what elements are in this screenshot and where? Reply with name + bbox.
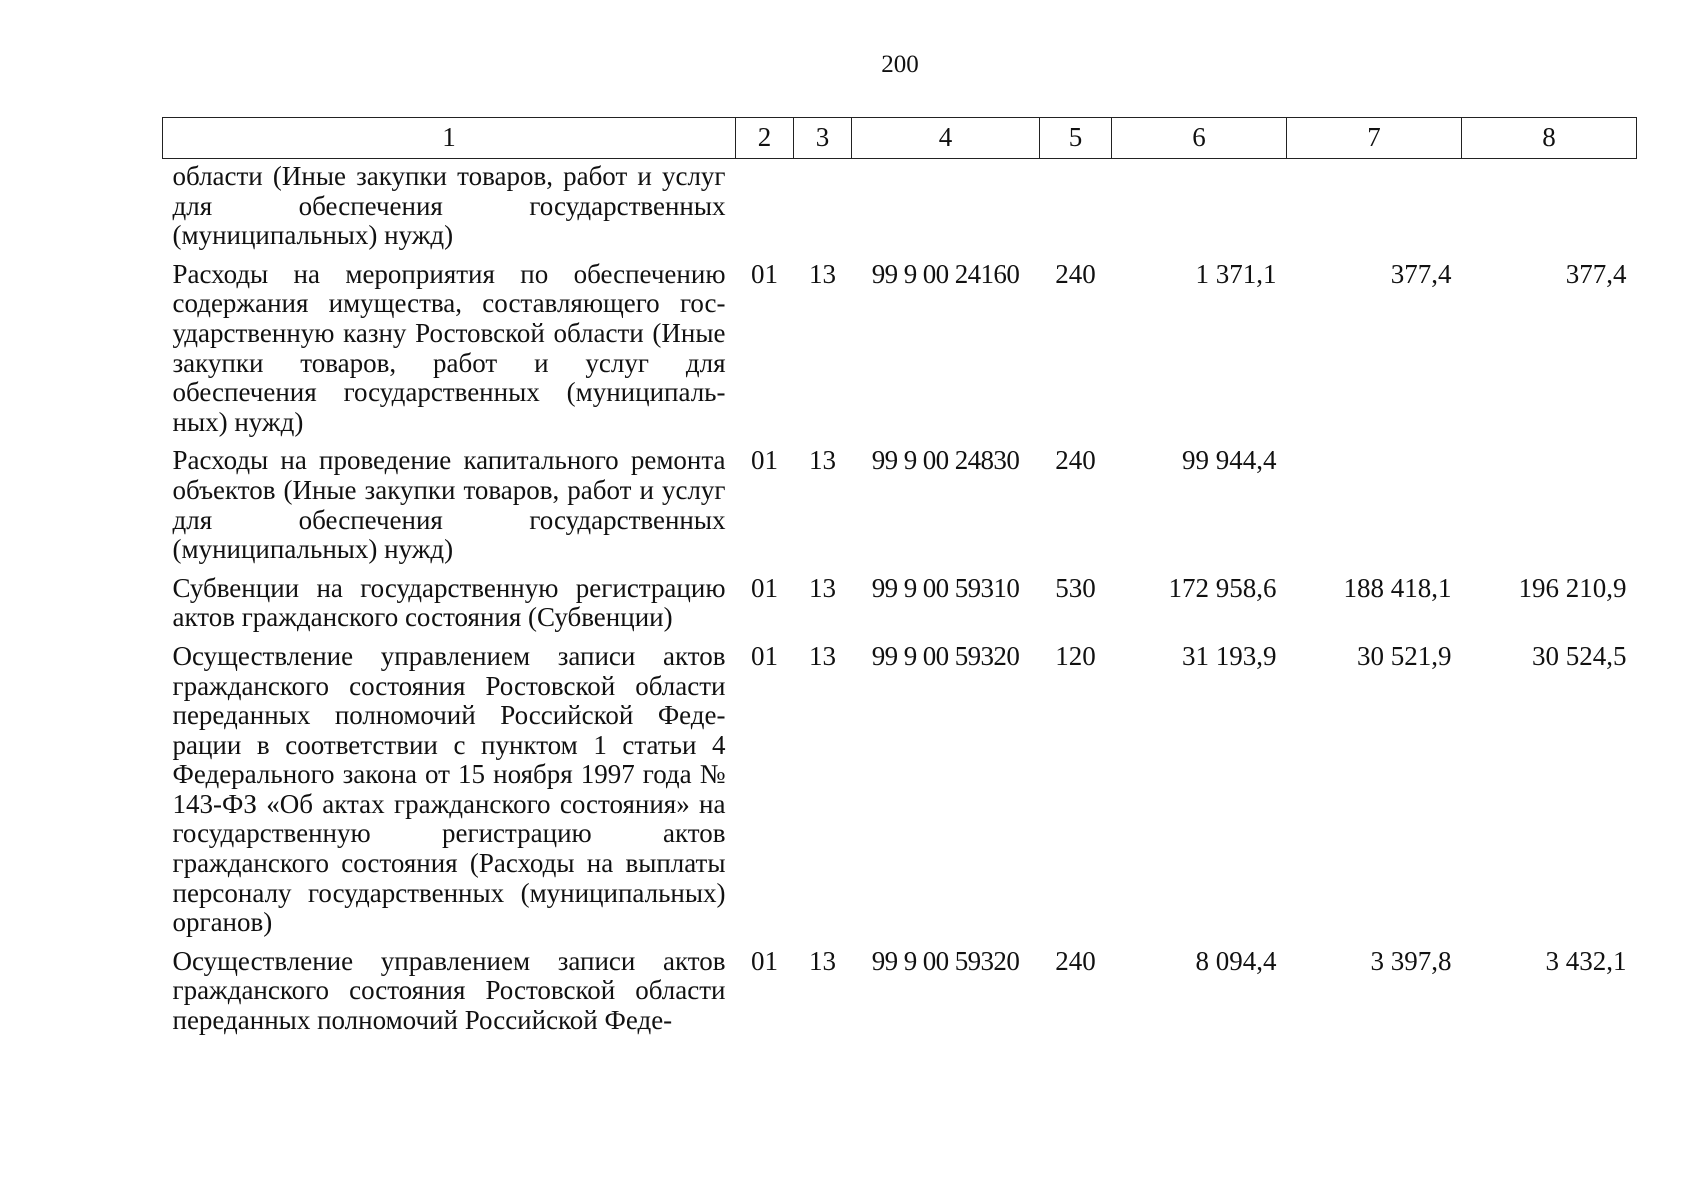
row-amount-2: 30 521,9	[1357, 640, 1452, 671]
row-description: Субвенции на государственную регистрацию актов гражданского состояния (Субвенции)	[172, 572, 726, 633]
table-row	[163, 446, 1637, 573]
row-target-article: 99 9 00 59320	[871, 640, 1020, 671]
budget-table	[162, 117, 1637, 1045]
header-col-8: 8	[1462, 118, 1637, 159]
row-description: Расходы на проведение капитального ремонта объектов (Иные закупки товаров, работ и услуг для обеспечения государственных (муниципальных) нужд)	[172, 445, 726, 565]
row-subsection: 13	[809, 640, 836, 671]
row-amount-2	[1287, 446, 1462, 573]
header-col-1: 1	[163, 118, 736, 159]
row-description: Расходы на мероприятия по обеспечению содержания имущества, составляющего государственную казну Ростовской области (Иные закупки товаров, работ и услуг для обеспечения государственных (муниципальных) нужд)	[172, 258, 726, 437]
row-amount-3: 30 524,5	[1532, 640, 1627, 671]
row-expense-type: 120	[1055, 640, 1096, 671]
row-section: 01	[751, 258, 778, 289]
row-amount-2: 3 397,8	[1370, 945, 1452, 976]
row-amount-1: 1 371,1	[1195, 258, 1277, 289]
row-description: Осуществление управлением записи актов гражданского состояния Ростовской области переданных полномочий Российской Федерации в соответствии с пунктом 1 статьи 4 Федерального закона от 15 ноября 1997 года № 143-ФЗ «Об актах гражданского состояния» на государственную регистрацию актов гражданского состояния (Расходы на выплаты персоналу государственных (муниципальных) органов)	[172, 640, 726, 938]
row-target-article: 99 9 00 59310	[871, 572, 1020, 603]
header-col-7: 7	[1287, 118, 1462, 159]
table-header	[163, 118, 1637, 159]
row-amount-1: 99 944,4	[1182, 445, 1277, 476]
row-subsection	[794, 159, 852, 260]
row-target-article: 99 9 00 24830	[871, 445, 1020, 476]
table-body	[163, 159, 1637, 1045]
row-section: 01	[751, 572, 778, 603]
row-amount-3: 377,4	[1565, 258, 1627, 289]
page-number: 200	[881, 51, 919, 78]
row-amount-3	[1462, 159, 1637, 260]
row-section: 01	[751, 445, 778, 476]
row-amount-3: 196 210,9	[1518, 572, 1627, 603]
row-subsection: 13	[809, 445, 836, 476]
header-col-6: 6	[1112, 118, 1287, 159]
row-section: 01	[751, 640, 778, 671]
header-row	[163, 118, 1637, 159]
row-amount-2: 188 418,1	[1343, 572, 1452, 603]
row-target-article: 99 9 00 24160	[871, 258, 1020, 289]
row-subsection: 13	[809, 572, 836, 603]
row-section	[736, 159, 794, 260]
row-target-article: 99 9 00 59320	[871, 945, 1020, 976]
table-row	[163, 260, 1637, 447]
row-expense-type: 240	[1055, 258, 1096, 289]
row-amount-3: 3 432,1	[1545, 945, 1627, 976]
row-target-article	[852, 159, 1040, 260]
row-amount-1: 172 958,6	[1168, 572, 1277, 603]
row-expense-type: 530	[1055, 572, 1096, 603]
row-expense-type: 240	[1055, 445, 1096, 476]
row-description: Осуществление управлением записи актов гражданского состояния Ростовской области переданных полномочий Российской Феде-	[172, 945, 726, 1036]
table-row	[163, 947, 1637, 1045]
table-row	[163, 642, 1637, 947]
row-subsection: 13	[809, 945, 836, 976]
table-row	[163, 574, 1637, 642]
row-amount-1: 31 193,9	[1182, 640, 1277, 671]
row-amount-1	[1112, 159, 1287, 260]
header-col-3: 3	[794, 118, 852, 159]
header-col-5: 5	[1040, 118, 1112, 159]
table-row	[163, 159, 1637, 260]
row-amount-3	[1462, 446, 1637, 573]
header-col-2: 2	[736, 118, 794, 159]
header-col-4: 4	[852, 118, 1040, 159]
row-amount-1: 8 094,4	[1195, 945, 1277, 976]
row-expense-type: 240	[1055, 945, 1096, 976]
row-amount-2: 377,4	[1390, 258, 1452, 289]
row-amount-2	[1287, 159, 1462, 260]
row-description: области (Иные закупки товаров, работ и услуг для обеспечения государственных (муниципальных) нужд)	[172, 161, 726, 251]
row-section: 01	[751, 945, 778, 976]
row-subsection: 13	[809, 258, 836, 289]
row-expense-type	[1040, 159, 1112, 260]
